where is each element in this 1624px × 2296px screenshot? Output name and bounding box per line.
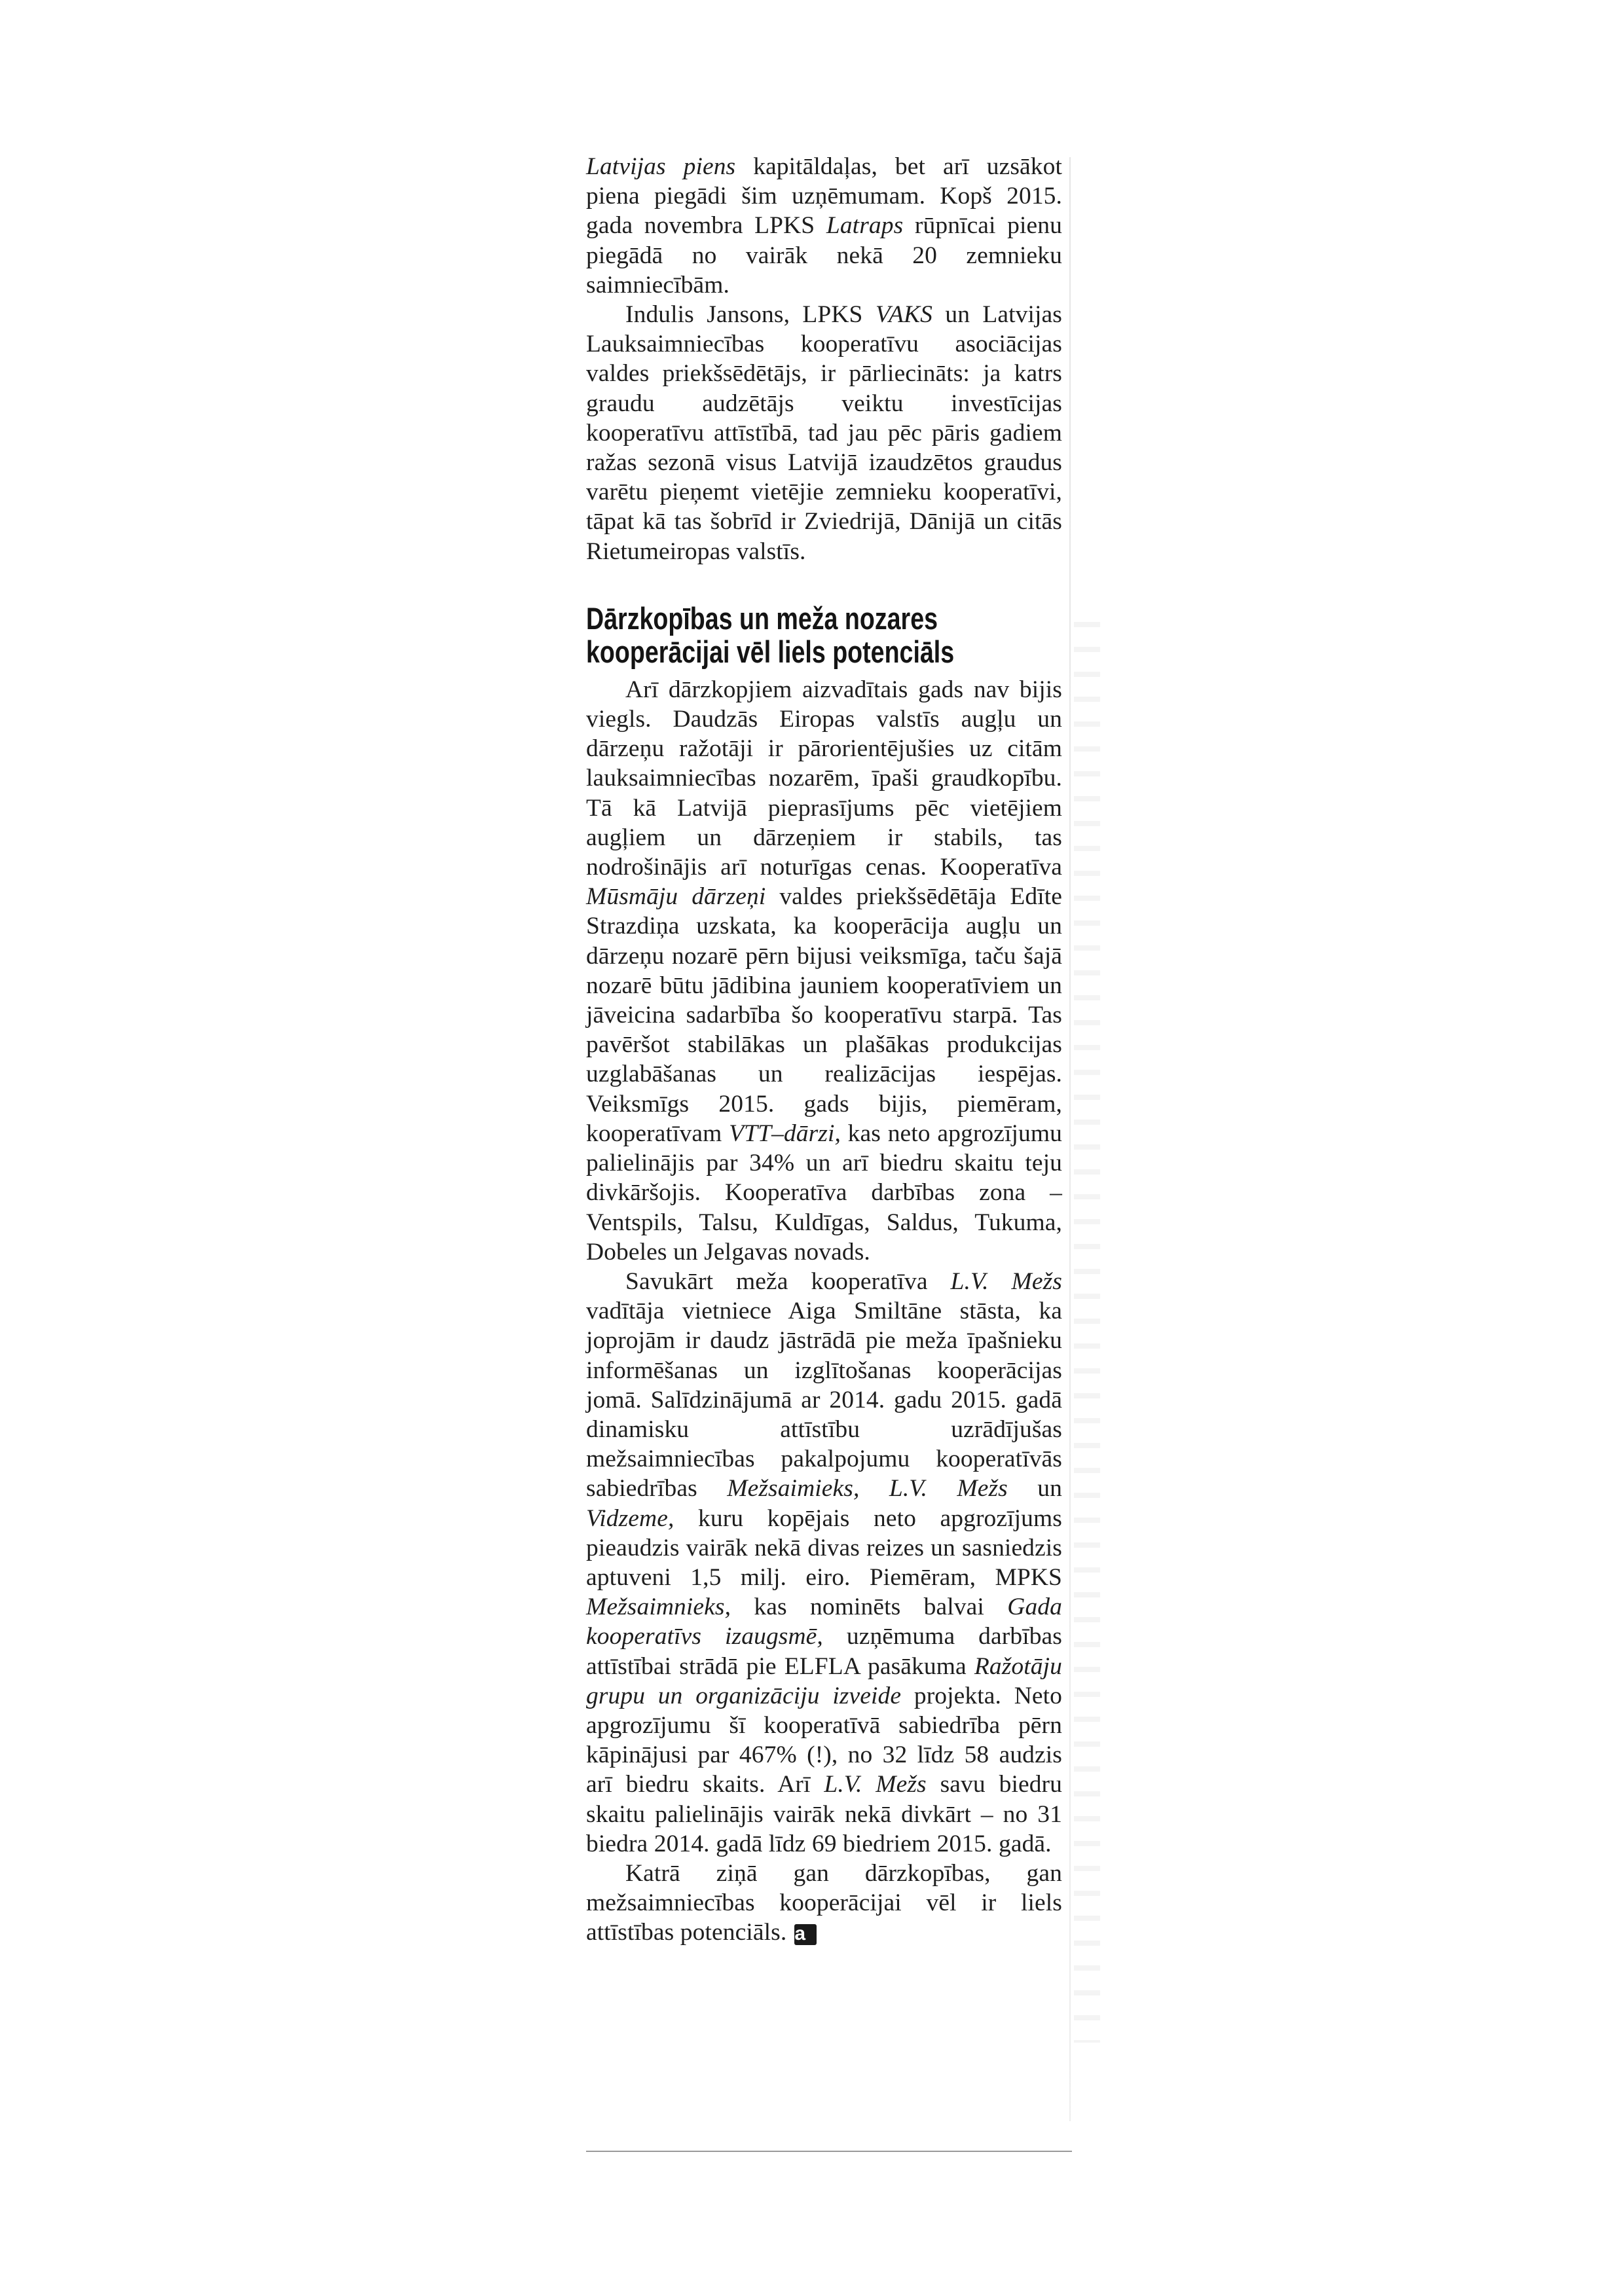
text-run: uzņēmuma darbības attīstībai strādā pie ELFLA pasākuma (586, 1623, 1062, 1680)
italic-run: L.V. Mežs (824, 1771, 927, 1798)
italic-run: Gada kooperatīvs izaugsmē, (586, 1594, 1062, 1650)
text-run: Indulis Jansons, LPKS (625, 301, 876, 329)
text-run: kuru kopējais neto apgrozījums pieaudzis vairāk nekā divas reizes un sasniedzis aptuveni 1,5 milj. eiro. Piemēram, MPKS (586, 1504, 1062, 1591)
text-run: un Latvijas Lauksaimniecības kooperatīvu asociācijas valdes priekšsēdētājs, ir pārliecināts: ja katrs graudu audzētājs veiktu investīcijas kooperatīvu attīstībā, tad jau pēc pāris gadiem ražas sezonā visus Latvijā izaudzētos graudus varētu pieņemt vietējie zemnieku kooperatīvi, tāpat kā tas šobrīd ir Zviedrijā, Dānijā un citās Rietumeiropas valstīs. (586, 301, 1062, 565)
text-run: rūpnīcai pienu piegādā no vairāk nekā 20 zemnieku saimniecībām. (586, 212, 1062, 299)
jansons-paragraph (586, 300, 1062, 566)
italic-run: Mūsmāju dārzeņi (586, 883, 766, 911)
italic-run: VTT–dārzi, (729, 1120, 841, 1147)
intro-paragraph (586, 152, 1062, 300)
closing-paragraph (586, 1859, 1062, 1948)
italic-run: Vidzeme, (586, 1504, 674, 1532)
closing-text (586, 1860, 1062, 1946)
italic-run: Latraps (826, 212, 904, 240)
text-run: savu biedru skaitu palielinājis vairāk nekā divkārt – no 31 biedra 2014. gadā līdz 69 biedriem 2015. gadā. (586, 1771, 1062, 1857)
bottom-rule (586, 2151, 1072, 2152)
text-run: kapitāldaļas, bet arī uzsākot piena piegādi šim uzņēmumam. Kopš 2015. gada novembra LPKS (586, 153, 1062, 240)
italic-run: Mežsaimieks, L.V. Mežs (727, 1475, 1008, 1503)
text-run: kas neto apgrozījumu palielinājis par 34% un arī biedru skaitu teju divkāršojis. Kooperatīva darbības zona – Ventspils, Talsu, Kuldīgas, Saldus, Tukuma, Dobeles un Jelgavas novads. (586, 1120, 1063, 1266)
text-run: un (1007, 1475, 1062, 1503)
end-of-article-mark: a (794, 1924, 817, 1945)
column-divider (1069, 157, 1071, 2121)
italic-run: Ražotāju grupu un organizāciju izveide (586, 1652, 1062, 1709)
article-column (586, 152, 1062, 1948)
italic-run: Mežsaimnieks, (586, 1594, 731, 1621)
italic-run: L.V. Mežs (950, 1267, 1062, 1295)
garden-paragraph (586, 675, 1062, 1267)
text-run: kas nominēts balvai (731, 1594, 1008, 1621)
text-run: Savukārt meža kooperatīva (625, 1267, 951, 1295)
text-run: Arī dārzkopjiem aizvadītais gads nav bijis viegls. Daudzās Eiropas valstīs augļu un dārzeņu ražotāji ir pārorientējušies uz citām lauksaimniecības nozarēm, īpaši graudkopību. Tā kā Latvijā pieprasījums pēc vietējiem augļiem un dārzeņiem ir stabils, tas nodrošinājis arī noturīgas cenas. Kooperatīva (586, 676, 1062, 881)
italic-run: VAKS (875, 301, 933, 329)
section-heading-line-1: Dārzkopības un meža nozares (586, 600, 938, 636)
section-heading (586, 602, 1062, 668)
text-run: vadītāja vietniece Aiga Smiltāne stāsta, ka joprojām ir daudz jāstrādā pie meža īpašnieku informēšanas un izglītošanas kooperācijas jomā. Salīdzinājumā ar 2014. gadu 2015. gadā dinamisku attīstību uzrādījušas mežsaimniecības pakalpojumu kooperatīvās sabiedrības (586, 1298, 1062, 1503)
text-run: projekta. Neto apgrozījumu šī kooperatīvā sabiedrība pērn kāpinājusi par 467% (!), no 32 līdz 58 audzis arī biedru skaits. Arī (586, 1682, 1062, 1798)
text-run: Katrā ziņā gan dārzkopības, gan mežsaimniecības kooperācijai vēl ir liels attīstības potenciāls. (586, 1859, 1062, 1946)
section-heading-line-2: kooperācijai vēl liels potenciāls (586, 634, 955, 669)
forest-paragraph (586, 1267, 1062, 1859)
italic-run: Latvijas piens (586, 153, 736, 180)
bleed-through-shadow (1074, 602, 1100, 2043)
text-run: valdes priekšsēdētāja Edīte Strazdiņa uzskata, ka kooperācija augļu un dārzeņu nozarē pērn bijusi veiksmīga, taču šajā nozarē būtu jādibina jauniem kooperatīviem un jāveicina sadarbība šo kooperatīvu starpā. Tas pavēršot stabilākas un plašākas produkcijas uzglabāšanas un realizācijas iespējas. Veiksmīgs 2015. gads bijis, piemēram, kooperatīvam (586, 883, 1062, 1147)
